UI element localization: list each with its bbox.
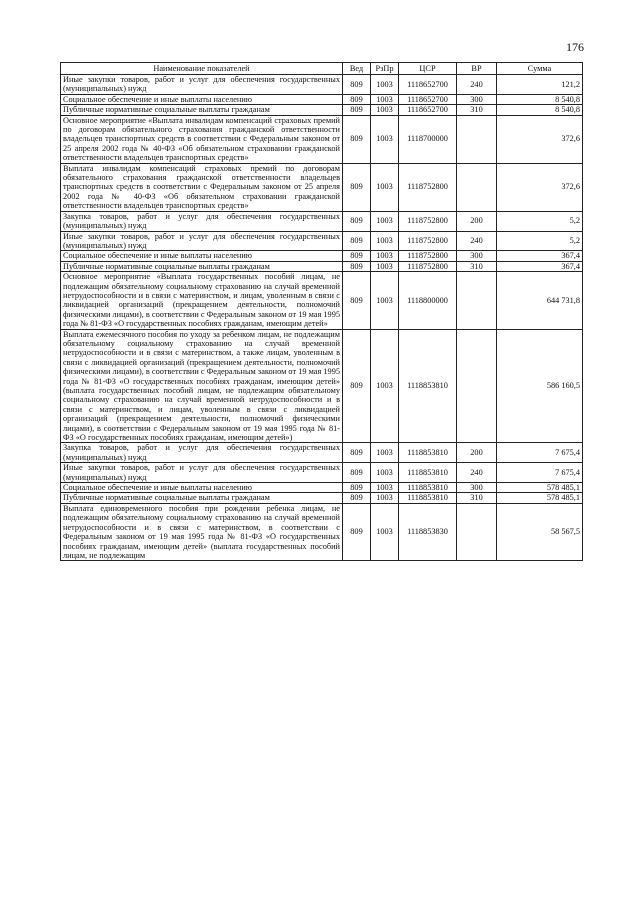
row-sum: 586 160,5 (497, 329, 583, 443)
row-vr: 240 (457, 231, 497, 251)
row-ved: 809 (343, 94, 371, 104)
row-rzpr: 1003 (371, 115, 399, 163)
row-ved: 809 (343, 115, 371, 163)
row-vr: 200 (457, 443, 497, 463)
row-vr: 310 (457, 493, 497, 503)
row-ved: 809 (343, 105, 371, 115)
row-sum: 644 731,8 (497, 272, 583, 329)
table-row (61, 163, 583, 211)
row-sum: 5,2 (497, 211, 583, 231)
header-sum: Сумма (497, 63, 583, 75)
row-name: Социальное обеспечение и иные выплаты населению (61, 483, 343, 493)
row-csr: 1118752800 (399, 211, 457, 231)
row-name: Публичные нормативные социальные выплаты гражданам (61, 261, 343, 271)
row-sum: 121,2 (497, 75, 583, 95)
row-ved: 809 (343, 483, 371, 493)
row-rzpr: 1003 (371, 94, 399, 104)
row-name: Иные закупки товаров, работ и услуг для обеспечения государственных (муниципальных) нужд (61, 463, 343, 483)
row-csr: 1118752800 (399, 251, 457, 261)
row-ved: 809 (343, 443, 371, 463)
row-csr: 1118752800 (399, 163, 457, 211)
row-vr: 200 (457, 211, 497, 231)
row-sum: 367,4 (497, 251, 583, 261)
row-ved: 809 (343, 493, 371, 503)
row-rzpr: 1003 (371, 443, 399, 463)
row-vr: 240 (457, 463, 497, 483)
table-row (61, 329, 583, 443)
row-sum: 7 675,4 (497, 443, 583, 463)
row-rzpr: 1003 (371, 105, 399, 115)
table-row (61, 503, 583, 560)
row-sum: 367,4 (497, 261, 583, 271)
row-vr (457, 272, 497, 329)
row-vr (457, 115, 497, 163)
row-sum: 58 567,5 (497, 503, 583, 560)
row-rzpr: 1003 (371, 483, 399, 493)
row-csr: 1118652700 (399, 94, 457, 104)
table-row (61, 261, 583, 271)
row-name: Иные закупки товаров, работ и услуг для обеспечения государственных (муниципальных) нужд (61, 75, 343, 95)
row-vr: 240 (457, 75, 497, 95)
row-ved: 809 (343, 211, 371, 231)
row-name: Основное мероприятие «Выплата государственных пособий лицам, не подлежащим обязательному социальному страхованию на случай временной нетрудоспособности и в связи с материнством, и лицам, уволенным в связи с ликвидацией организаций (прекращением деятельности, полномочий физическими лицами), в соответствии с Федеральным законом от 19 мая 1995 года № 81-ФЗ «О государственных пособиях гражданам, имеющим детей» (61, 272, 343, 329)
row-rzpr: 1003 (371, 493, 399, 503)
row-sum: 372,6 (497, 115, 583, 163)
row-sum: 7 675,4 (497, 463, 583, 483)
table-row (61, 493, 583, 503)
row-csr: 1118800000 (399, 272, 457, 329)
row-vr (457, 329, 497, 443)
table-row (61, 272, 583, 329)
table-row (61, 251, 583, 261)
row-ved: 809 (343, 463, 371, 483)
row-ved: 809 (343, 231, 371, 251)
row-vr (457, 163, 497, 211)
row-vr: 310 (457, 261, 497, 271)
row-rzpr: 1003 (371, 261, 399, 271)
row-rzpr: 1003 (371, 329, 399, 443)
row-csr: 1118752800 (399, 261, 457, 271)
table-row (61, 211, 583, 231)
row-vr (457, 503, 497, 560)
row-vr: 300 (457, 94, 497, 104)
row-name: Публичные нормативные социальные выплаты гражданам (61, 493, 343, 503)
table-row (61, 115, 583, 163)
row-rzpr: 1003 (371, 163, 399, 211)
table-row (61, 443, 583, 463)
row-sum: 578 485,1 (497, 493, 583, 503)
row-sum: 8 540,8 (497, 105, 583, 115)
row-rzpr: 1003 (371, 251, 399, 261)
page-number: 176 (566, 40, 584, 54)
table-row (61, 75, 583, 95)
header-ved: Вед (343, 63, 371, 75)
row-sum: 8 540,8 (497, 94, 583, 104)
row-ved: 809 (343, 329, 371, 443)
row-name: Социальное обеспечение и иные выплаты населению (61, 251, 343, 261)
row-csr: 1118752800 (399, 231, 457, 251)
row-rzpr: 1003 (371, 75, 399, 95)
row-ved: 809 (343, 272, 371, 329)
table-row (61, 94, 583, 104)
row-csr: 1118853830 (399, 503, 457, 560)
row-rzpr: 1003 (371, 503, 399, 560)
header-csr: ЦСР (399, 63, 457, 75)
row-csr: 1118700000 (399, 115, 457, 163)
row-csr: 1118853810 (399, 443, 457, 463)
row-sum: 578 485,1 (497, 483, 583, 493)
table-header-row (61, 63, 583, 75)
budget-table (60, 62, 583, 561)
row-vr: 310 (457, 105, 497, 115)
row-name: Выплата единовременного пособия при рождении ребенка лицам, не подлежащим обязательному социальному страхованию на случай временной нетрудоспособности и в связи с материнством, в соответствии с Федеральным законом от 19 мая 1995 года № 81-ФЗ «О государственных пособиях гражданам, имеющим детей» (выплата государственных пособий лицам, не подлежащим (61, 503, 343, 560)
row-csr: 1118853810 (399, 493, 457, 503)
row-csr: 1118652700 (399, 105, 457, 115)
row-sum: 372,6 (497, 163, 583, 211)
header-name: Наименование показателей (61, 63, 343, 75)
row-vr: 300 (457, 483, 497, 493)
header-rzpr: РзПр (371, 63, 399, 75)
row-csr: 1118652700 (399, 75, 457, 95)
row-name: Основное мероприятие «Выплата инвалидам компенсаций страховых премий по договорам обязательного страхования гражданской ответственности владельцев транспортных средств в соответствии с Федеральным законом от 25 апреля 2002 года № 40-ФЗ «Об обязательном страховании гражданской ответственности владельцев транспортных средств» (61, 115, 343, 163)
row-csr: 1118853810 (399, 329, 457, 443)
row-name: Выплата ежемесячного пособия по уходу за ребенком лицам, не подлежащим обязательному социальному страхованию на случай временной нетрудоспособности и в связи с материнством, а также лицам, уволенным в связи с ликвидацией организаций (прекращением деятельности, полномочий физическими лицами), в соответствии с Федеральным законом от 19 мая 1995 года № 81-ФЗ «О государственных пособиях гражданам, имеющим детей» (выплата государственных пособий лицам, не подлежащим обязательному социальному страхованию на случай временной нетрудоспособности и в связи с материнством, и лицам, уволенным в связи с ликвидацией организаций (прекращением деятельности, полномочий физическими лицами), в соответствии с Федеральным законом от 19 мая 1995 года № 81-ФЗ «О государственных пособиях гражданам, имеющим детей») (61, 329, 343, 443)
row-rzpr: 1003 (371, 231, 399, 251)
row-name: Закупка товаров, работ и услуг для обеспечения государственных (муниципальных) нужд (61, 211, 343, 231)
table-row (61, 483, 583, 493)
row-name: Выплата инвалидам компенсаций страховых премий по договорам обязательного страхования гражданской ответственности владельцев транспортных средств в соответствии с Федеральным законом от 25 апреля 2002 года № 40-ФЗ «Об обязательном страховании гражданской ответственности владельцев транспортных средств» (61, 163, 343, 211)
row-name: Закупка товаров, работ и услуг для обеспечения государственных (муниципальных) нужд (61, 443, 343, 463)
row-rzpr: 1003 (371, 211, 399, 231)
table-row (61, 463, 583, 483)
table-row (61, 231, 583, 251)
row-csr: 1118853810 (399, 483, 457, 493)
row-ved: 809 (343, 75, 371, 95)
row-name: Публичные нормативные социальные выплаты гражданам (61, 105, 343, 115)
row-ved: 809 (343, 503, 371, 560)
row-csr: 1118853810 (399, 463, 457, 483)
row-ved: 809 (343, 251, 371, 261)
table-row (61, 105, 583, 115)
header-vr: ВР (457, 63, 497, 75)
row-name: Социальное обеспечение и иные выплаты населению (61, 94, 343, 104)
row-rzpr: 1003 (371, 463, 399, 483)
row-vr: 300 (457, 251, 497, 261)
row-ved: 809 (343, 163, 371, 211)
row-rzpr: 1003 (371, 272, 399, 329)
row-sum: 5,2 (497, 231, 583, 251)
row-name: Иные закупки товаров, работ и услуг для обеспечения государственных (муниципальных) нужд (61, 231, 343, 251)
row-ved: 809 (343, 261, 371, 271)
